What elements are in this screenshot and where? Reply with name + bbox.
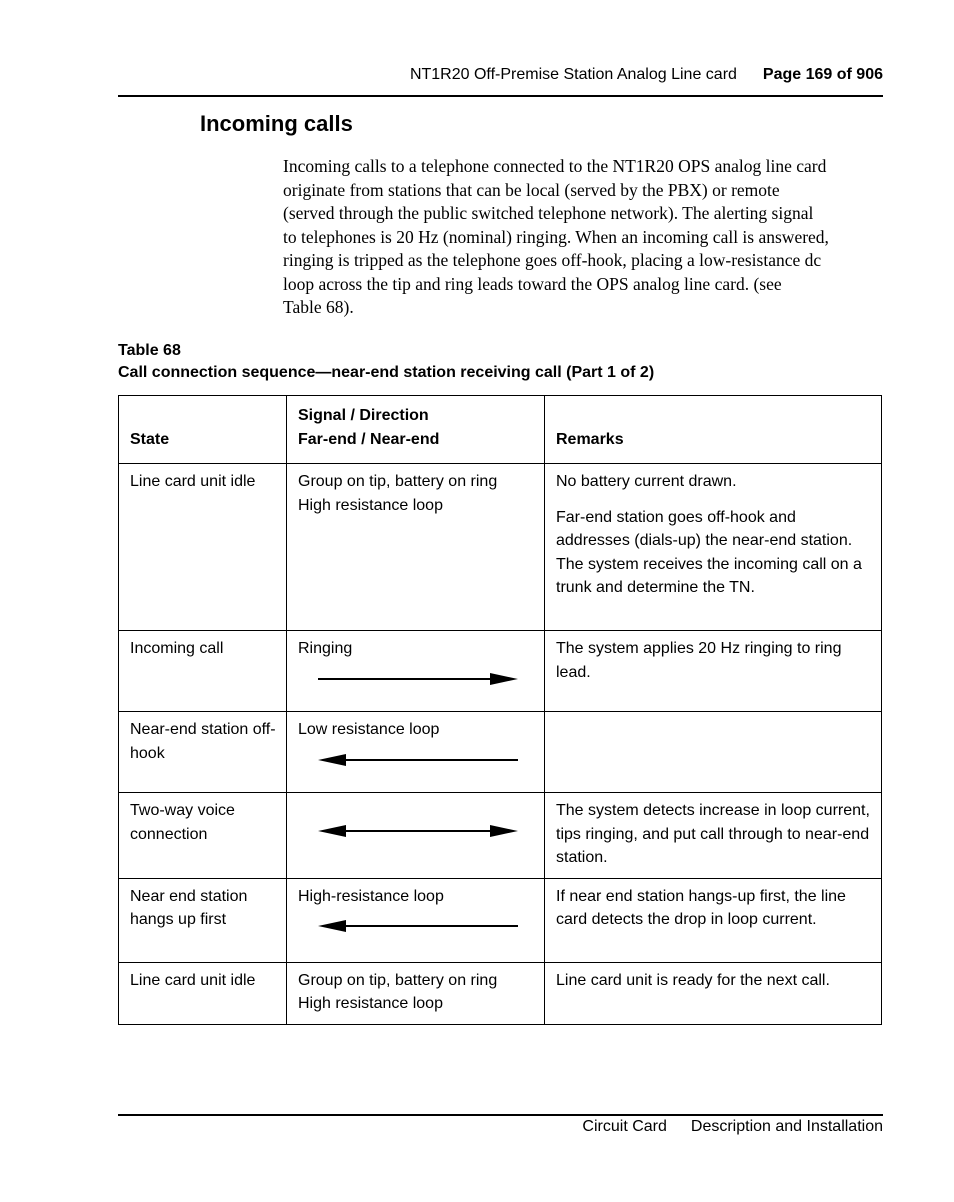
footer-left: Circuit Card	[582, 1118, 667, 1135]
arrow-bidirectional-icon	[318, 823, 518, 839]
signal-line: High resistance loop	[298, 995, 443, 1012]
table-header-row	[119, 396, 882, 464]
signal-cell	[287, 962, 545, 1024]
paragraph-line: loop across the tip and ring leads toward the OPS analog line card. (see	[283, 273, 782, 294]
remarks-cell	[545, 464, 882, 631]
state-cell: Line card unit idle	[119, 962, 287, 1024]
header-signal-line1: Signal / Direction	[298, 407, 429, 424]
remark-text: Line card unit is ready for the next call.	[556, 971, 830, 989]
paragraph-line: (served through the public switched telephone network). The alerting signal	[283, 203, 814, 223]
remark-text: No battery current drawn.	[556, 473, 737, 490]
page-number: Page 169 of 906	[762, 66, 883, 83]
header-remarks: Remarks	[545, 396, 882, 464]
remarks-cell	[545, 712, 882, 793]
call-sequence-table	[118, 395, 882, 1025]
table-row	[119, 464, 882, 631]
footer-rule	[118, 1114, 883, 1116]
table-row	[119, 631, 882, 712]
paragraph-line: ringing is tripped as the telephone goes off-hook, placing a low-resistance dc	[283, 250, 822, 270]
state-cell: Line card unit idle	[119, 464, 287, 631]
header-rule	[118, 95, 883, 97]
table-row	[119, 793, 882, 879]
paragraph-line: to telephones is 20 Hz (nominal) ringing. When an incoming call is answered,	[283, 226, 829, 247]
remark-text: The system applies 20 Hz ringing to ring lead.	[556, 640, 842, 681]
paragraph-line: Incoming calls to a telephone connected to the NT1R20 OPS analog line card	[283, 156, 827, 176]
signal-line: Ringing	[298, 640, 353, 657]
state-cell: Incoming call	[119, 631, 287, 712]
arrow-left-icon	[318, 918, 518, 934]
paragraph-line: Table 68).	[283, 297, 354, 317]
signal-line: Group on tip, battery on ring	[298, 473, 498, 490]
state-cell: Two-way voice connection	[119, 793, 287, 879]
table-number: Table 68	[118, 342, 181, 359]
table-caption	[118, 340, 654, 384]
remark-text: Far-end station goes off-hook and addresses (dials-up) the near-end station. The system receives the incoming call on a trunk and determine the TN.	[556, 508, 862, 596]
remark-text: The system detects increase in loop current, tips ringing, and put call through to near-end station.	[556, 802, 870, 866]
remarks-cell	[545, 878, 882, 962]
header-signal-line2: Far-end / Near-end	[298, 430, 440, 448]
remarks-cell	[545, 962, 882, 1024]
remarks-cell	[545, 631, 882, 712]
signal-cell	[287, 464, 545, 631]
state-cell: Near end station hangs up first	[119, 878, 287, 962]
table-title: Call connection sequence—near-end station receiving call (Part 1 of 2)	[118, 364, 655, 381]
remarks-cell	[545, 793, 882, 879]
arrow-left-icon	[318, 752, 518, 768]
table-row	[119, 712, 882, 793]
header-state: State	[119, 396, 287, 464]
arrow-right-icon	[318, 671, 518, 687]
signal-line: Low resistance loop	[298, 721, 440, 738]
paragraph-line: originate from stations that can be local (served by the PBX) or remote	[283, 179, 780, 200]
signal-line: Group on tip, battery on ring	[298, 971, 498, 989]
page-header	[410, 66, 883, 84]
signal-cell	[287, 631, 545, 712]
page-footer	[582, 1118, 883, 1136]
signal-line: High resistance loop	[298, 496, 443, 514]
signal-cell	[287, 878, 545, 962]
signal-line: High-resistance loop	[298, 887, 444, 905]
header-signal	[287, 396, 545, 464]
document-title: NT1R20 Off-Premise Station Analog Line card	[409, 66, 737, 83]
remark-text: If near end station hangs-up first, the line card detects the drop in loop current.	[556, 887, 846, 928]
state-cell: Near-end station off-hook	[119, 712, 287, 793]
table-row	[119, 878, 882, 962]
signal-cell	[287, 712, 545, 793]
table-row	[119, 962, 882, 1024]
intro-paragraph	[283, 155, 883, 320]
section-title: Incoming calls	[200, 111, 353, 136]
footer-right: Description and Installation	[690, 1118, 883, 1135]
signal-cell	[287, 793, 545, 879]
